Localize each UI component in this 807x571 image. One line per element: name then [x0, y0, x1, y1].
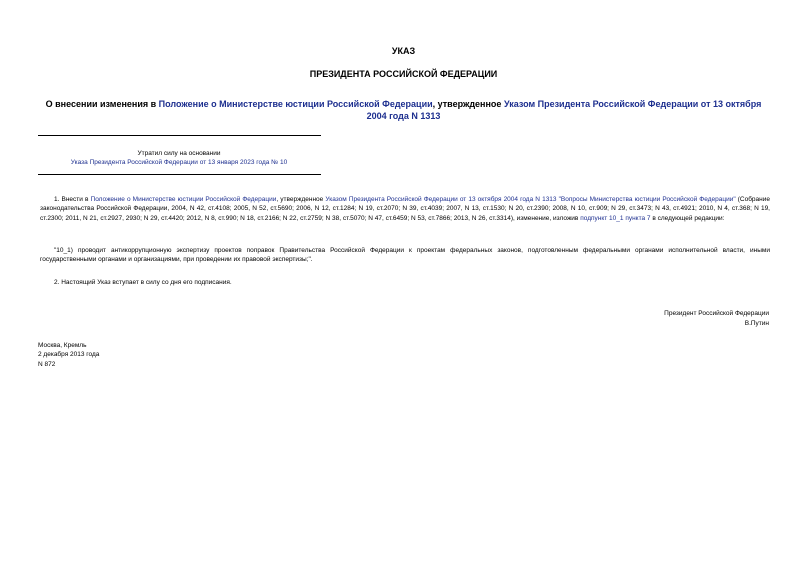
paragraph-quote: "10_1) проводит антикоррупционную экспертизу проектов поправок Правительства Российской Федерации к проектам федеральных законов, подготовленным федеральными органами исполнительной власти, иными государственными органами и организациями, при проведении их правовой экспертизы;".: [40, 247, 770, 264]
para1-text-1: 1. Внести в: [54, 196, 91, 203]
lost-force-text: Утратил силу на основании: [137, 150, 221, 157]
para1-text-3: (Собрание законодательства Российской Федерации, 2004, N 42, ст.4108; 2005, N 52, ст.5690; 2006, N 12, ст.1284; N 19, ст.2070; N 39, ст.4039; 2007, N 13, ст.1530; N 20, ст.2390; 2008, N 10, ст.909; N 29, ст.3473; N 43, ст.4921; 2010, N 4, ст.368; N 19, ст.2300; 2011, N 21, ст.2927, 2930; N 29, ст.4420; 2012, N 8, ст.990; N 18, ст.2166; N 22, ст.2759; N 38, ст.5070; N 47, ст.6459; N 53, ст.7866; 2013, N 26, ст.3314), изменение, изложив: [40, 196, 771, 222]
paragraph-2: 2. Настоящий Указ вступает в силу со дня его подписания.: [54, 279, 232, 286]
signature-role: Президент Российской Федерации: [664, 310, 769, 317]
lost-force-note: [38, 149, 320, 167]
title-prefix: О внесении изменения в: [45, 99, 159, 109]
para1-regulation-link[interactable]: Положение о Министерстве юстиции Российской Федерации: [90, 196, 277, 203]
para1-decree-link[interactable]: Указом Президента Российской Федерации от 13 октября 2004 года N 1313 "Вопросы Министерства юстиции Российской Федерации": [325, 196, 736, 203]
para1-text-2: , утвержденное: [276, 196, 326, 203]
signature-name: В.Путин: [744, 320, 769, 327]
paragraph-1: [40, 195, 770, 223]
decree-title: УКАЗ: [391, 46, 416, 56]
regulation-link[interactable]: Положение о Министерстве юстиции Российской Федерации: [158, 99, 433, 109]
place-date-block: [38, 341, 99, 369]
divider-top: [38, 135, 321, 136]
document-title: [44, 99, 763, 122]
para1-text-4: в следующей редакции:: [650, 214, 725, 222]
date: 2 декабря 2013 года: [38, 351, 100, 359]
decree-subtitle: ПРЕЗИДЕНТА РОССИЙСКОЙ ФЕДЕРАЦИИ: [309, 69, 498, 79]
place: Москва, Кремль: [38, 342, 87, 349]
decree-number: N 872: [38, 360, 56, 368]
divider-bottom: [38, 174, 321, 175]
decree-2023-link[interactable]: Указа Президента Российской Федерации от 13 января 2023 года № 10: [70, 159, 288, 166]
subparagraph-link[interactable]: подпункт 10_1 пункта 7: [580, 214, 651, 222]
title-middle: , утвержденное: [432, 99, 504, 109]
decree-1313-link[interactable]: Указом Президента Российской Федерации от 13 октября 2004 года N 1313: [366, 99, 762, 121]
